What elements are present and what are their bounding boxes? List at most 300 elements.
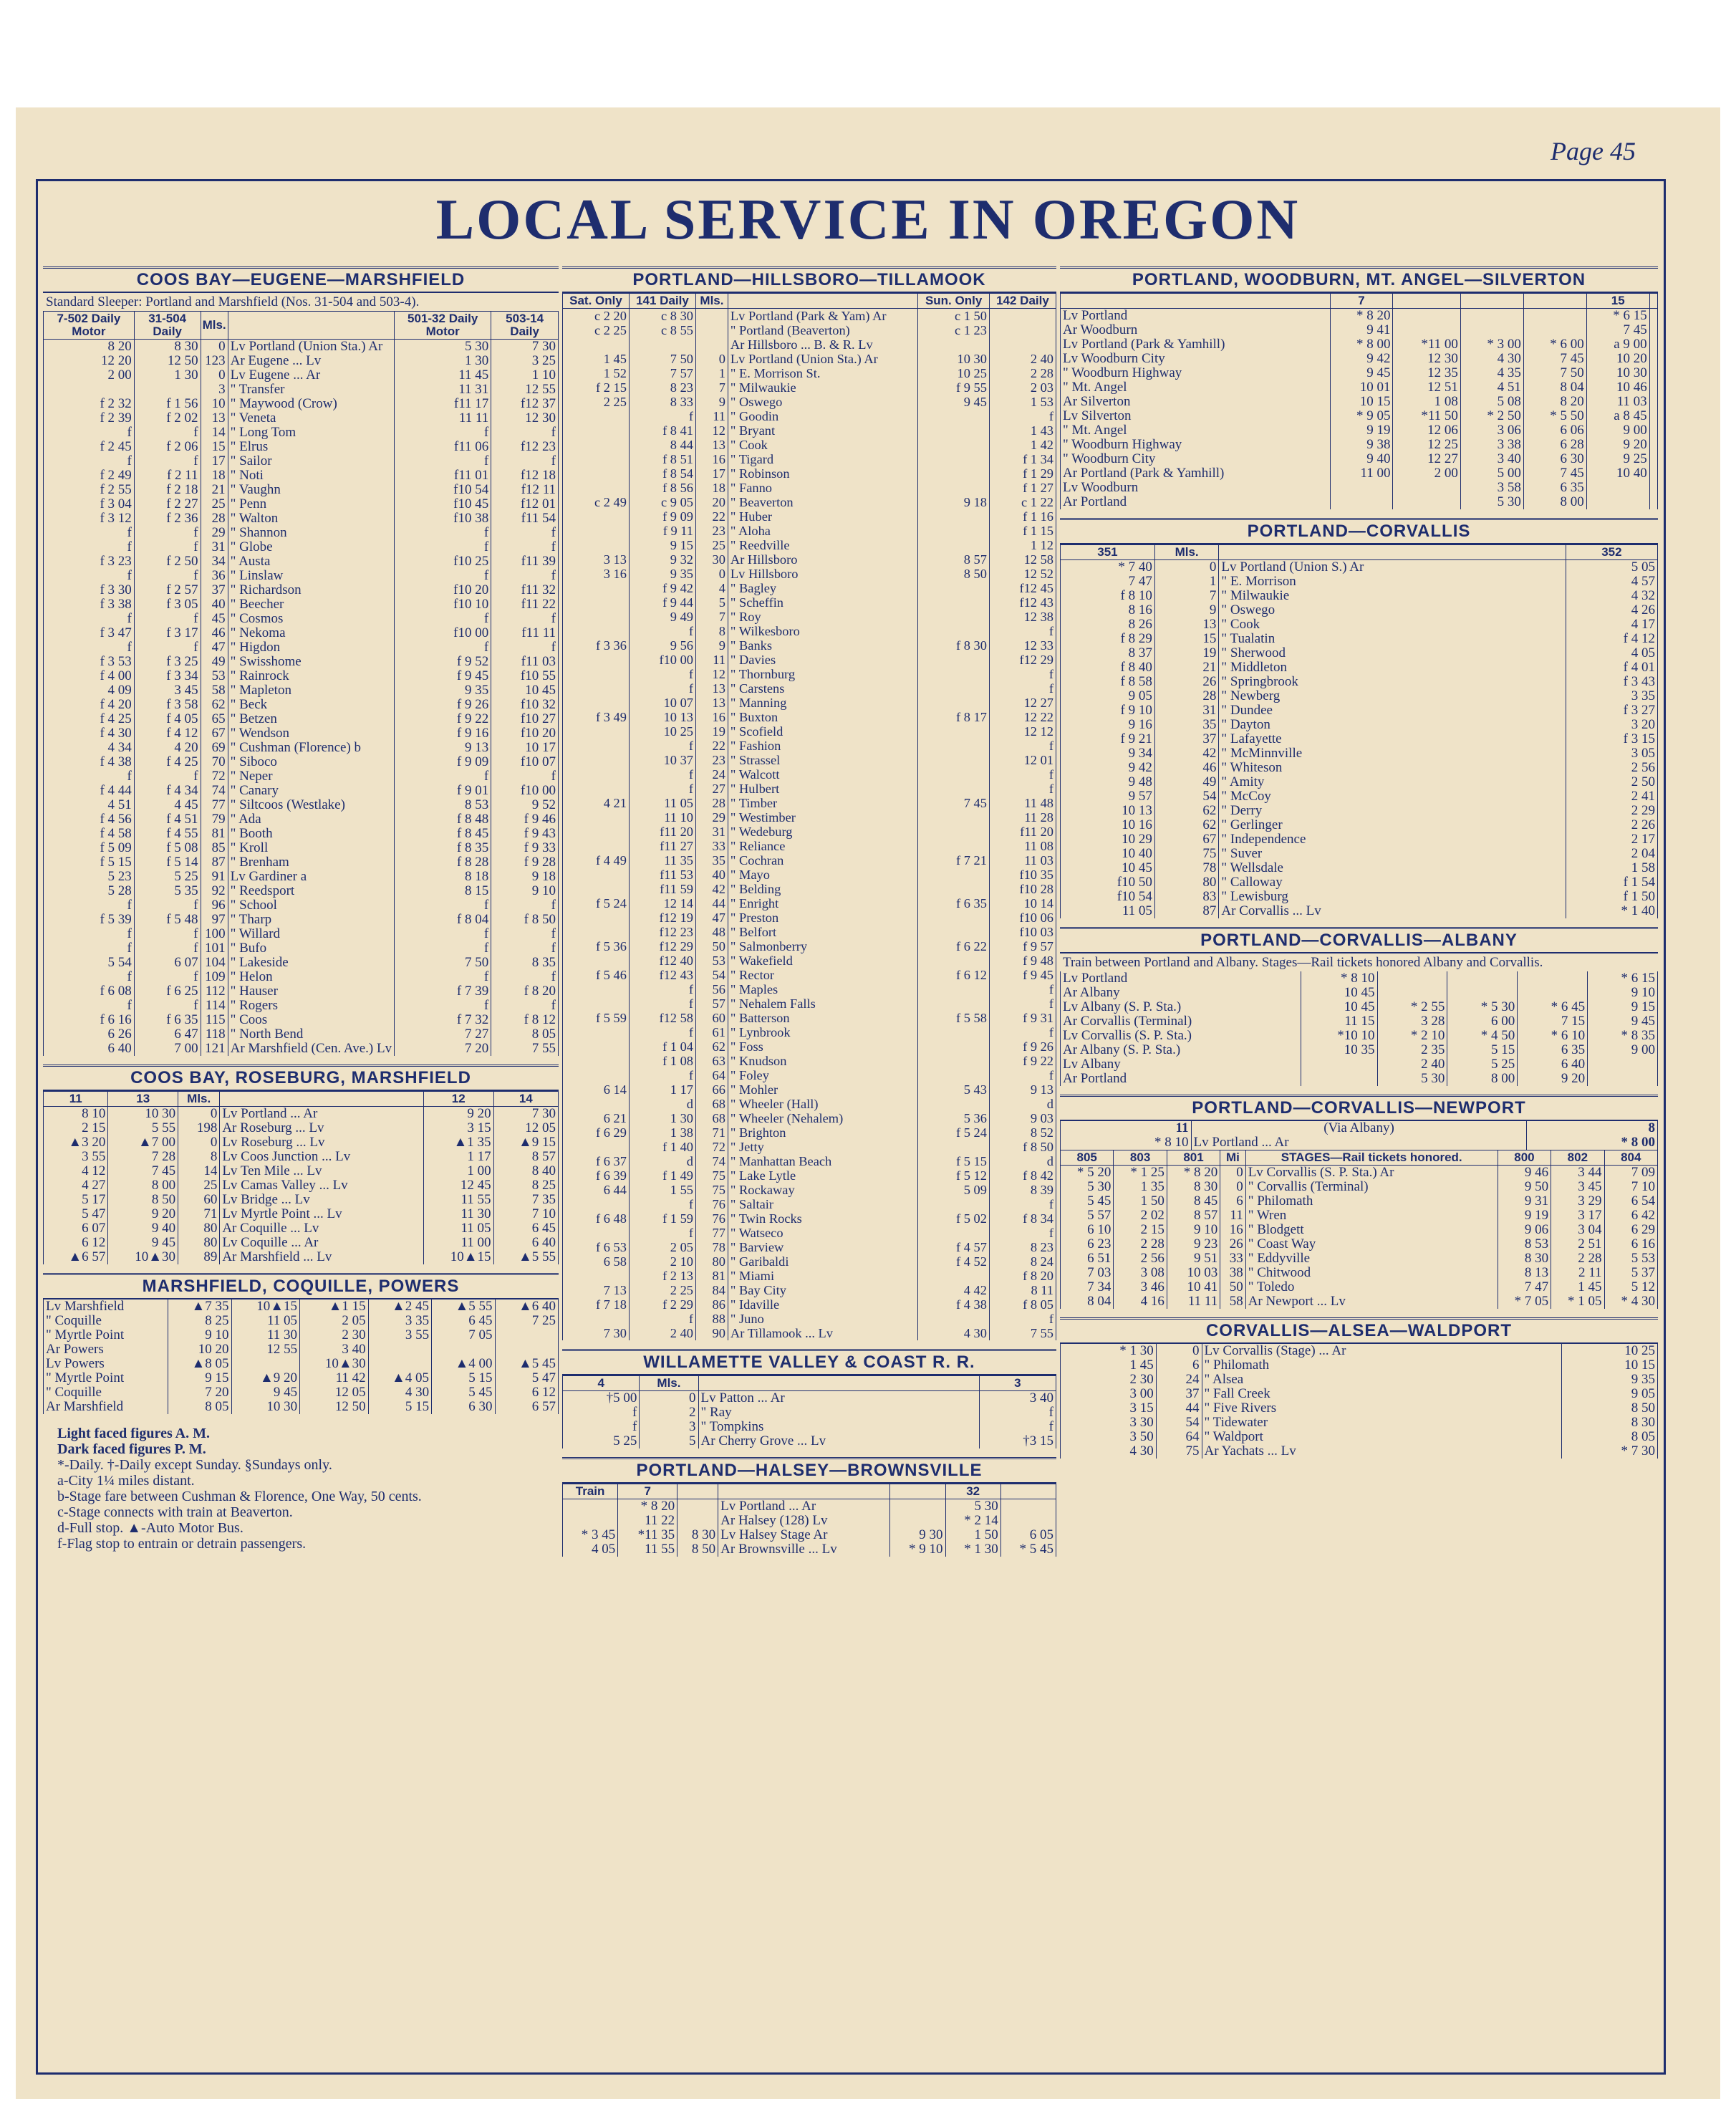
time-cell: 1 <box>1154 575 1219 589</box>
table-row <box>563 352 1056 366</box>
time-cell: 5 45 <box>432 1385 495 1400</box>
station-cell: " Belfort <box>728 925 917 939</box>
time-cell: 11 22 <box>618 1514 677 1528</box>
section-coos-eugene <box>43 266 559 1056</box>
time-cell: f12 18 <box>491 469 559 483</box>
time-cell <box>918 481 990 495</box>
table-row <box>563 409 1056 423</box>
table-row <box>563 395 1056 409</box>
time-cell: f 4 00 <box>44 669 135 683</box>
table-row <box>44 712 559 726</box>
column-header <box>698 1376 979 1391</box>
station-cell: " Blodgett <box>1245 1223 1498 1237</box>
page-number: Page 45 <box>1551 137 1636 165</box>
station-cell: Lv Bridge ... Lv <box>220 1193 424 1207</box>
time-cell <box>918 982 990 996</box>
station-cell: " Milwaukie <box>728 380 917 395</box>
station-cell: " Austa <box>228 554 394 569</box>
time-cell: 60 <box>695 1011 728 1025</box>
time-cell: 8 57 <box>918 552 990 567</box>
via-note: (Via Albany) <box>1191 1121 1527 1135</box>
time-cell: 8 30 <box>1167 1180 1220 1194</box>
time-cell: 1 38 <box>629 1125 695 1140</box>
time-cell: f 4 30 <box>44 726 135 741</box>
time-cell: 33 <box>1220 1251 1245 1266</box>
time-cell: 3 25 <box>491 354 559 368</box>
table-row <box>1061 560 1658 575</box>
time-cell: 4 30 <box>368 1385 431 1400</box>
time-cell: 87 <box>1154 904 1219 918</box>
station-cell: " Linslaw <box>228 569 394 583</box>
section-halsey <box>562 1457 1056 1557</box>
time-cell: f 8 50 <box>989 1140 1056 1154</box>
time-cell: 6 47 <box>134 1027 201 1042</box>
time-cell: f 4 20 <box>44 698 135 712</box>
time-cell: ▲5 55 <box>493 1250 558 1264</box>
time-cell: f 6 53 <box>563 1240 630 1254</box>
time-cell: 3 <box>201 383 228 397</box>
time-cell: 7 34 <box>1061 1280 1114 1294</box>
station-cell: " Springbrook <box>1219 675 1566 689</box>
time-cell: f11 01 <box>395 469 491 483</box>
time-cell: 9 52 <box>491 798 559 812</box>
table-row <box>44 640 559 655</box>
time-cell: f10 27 <box>491 712 559 726</box>
table-row <box>44 583 559 597</box>
time-cell: 8 00 <box>1523 495 1586 509</box>
time-cell: f10 00 <box>629 653 695 667</box>
time-cell: 75 <box>695 1183 728 1197</box>
table-row <box>44 827 559 841</box>
table-row <box>44 569 559 583</box>
time-cell: f12 19 <box>629 911 695 925</box>
time-cell: f <box>44 898 135 913</box>
time-cell: 11 10 <box>629 810 695 825</box>
table-row <box>44 1385 559 1400</box>
time-cell: f 3 38 <box>44 597 135 612</box>
station-cell: " Independence <box>1219 832 1566 847</box>
time-cell: 0 <box>640 1391 698 1406</box>
time-cell: 7 15 <box>1518 1014 1588 1029</box>
table-row <box>563 567 1056 581</box>
time-cell: f <box>395 769 491 784</box>
timetable <box>1060 544 1658 918</box>
station-cell: " Hauser <box>228 984 394 999</box>
time-cell: 11 08 <box>989 839 1056 853</box>
time-cell: 20 <box>695 495 728 509</box>
station-cell: " Oswego <box>728 395 917 409</box>
time-cell <box>918 882 990 896</box>
station-cell: " Wheeler (Hall) <box>728 1097 917 1111</box>
table-row <box>1061 1237 1658 1251</box>
time-cell: f <box>491 927 559 941</box>
time-cell: 100 <box>201 927 228 941</box>
time-cell: f11 22 <box>491 597 559 612</box>
time-cell: f <box>629 1226 695 1240</box>
station-cell: " Willard <box>228 927 394 941</box>
time-cell: 5 36 <box>918 1111 990 1125</box>
time-cell: 40 <box>695 868 728 882</box>
time-cell: 1 53 <box>989 395 1056 409</box>
time-cell: f 5 58 <box>918 1011 990 1025</box>
time-cell: 46 <box>1154 761 1219 775</box>
time-cell: 12 50 <box>300 1400 369 1414</box>
time-cell: 0 <box>695 567 728 581</box>
time-cell: * 7 40 <box>1061 560 1155 575</box>
time-cell: f <box>44 941 135 956</box>
time-cell: f 5 39 <box>44 913 135 927</box>
table-row <box>1061 1209 1658 1223</box>
station-cell: " Transfer <box>228 383 394 397</box>
time-cell: 10 25 <box>629 724 695 739</box>
time-cell <box>890 1514 945 1528</box>
time-cell: 8 57 <box>493 1150 558 1164</box>
column-header: Mi <box>1220 1150 1245 1166</box>
time-cell: f <box>491 640 559 655</box>
time-cell: 47 <box>695 911 728 925</box>
station-cell: " Beck <box>228 698 394 712</box>
time-cell: 31 <box>1154 703 1219 718</box>
time-cell: 23 <box>695 753 728 767</box>
time-cell: 1 30 <box>395 354 491 368</box>
time-cell: * 2 10 <box>1377 1029 1447 1043</box>
time-cell: 2 00 <box>1393 466 1460 481</box>
time-cell <box>1000 1499 1056 1514</box>
station-cell: " Oswego <box>1219 603 1566 618</box>
time-cell: f10 54 <box>395 483 491 497</box>
time-cell <box>1523 323 1586 337</box>
station-cell: " Reedville <box>728 538 917 552</box>
time-cell: f 8 54 <box>629 466 695 481</box>
time-cell: f <box>989 1312 1056 1326</box>
table-row <box>563 1068 1056 1082</box>
time-cell: 10 45 <box>1301 1000 1377 1014</box>
time-cell: 9 18 <box>918 495 990 509</box>
time-cell: 9 06 <box>1498 1223 1551 1237</box>
table-row <box>563 1528 1056 1542</box>
table-row <box>44 726 559 741</box>
time-cell: * 3 00 <box>1460 337 1523 352</box>
time-cell: f <box>395 612 491 626</box>
time-cell: 9 32 <box>629 552 695 567</box>
table-row <box>563 1326 1056 1340</box>
time-cell: 15 <box>1154 632 1219 646</box>
time-cell: 70 <box>201 755 228 769</box>
time-cell <box>918 466 990 481</box>
table-row <box>563 911 1056 925</box>
time-cell: f 6 29 <box>563 1125 630 1140</box>
legend-line: f-Flag stop to entrain or detrain passengers. <box>57 1536 307 1552</box>
column-header <box>1219 545 1566 560</box>
station-cell: " Whiteson <box>1219 761 1566 775</box>
time-cell: 1 30 <box>629 1111 695 1125</box>
time-cell: 45 <box>201 612 228 626</box>
station-cell: " Wilkesboro <box>728 624 917 638</box>
time-cell: 10 25 <box>918 366 990 380</box>
table-row <box>563 653 1056 667</box>
time-cell: 5 <box>640 1434 698 1448</box>
time-cell <box>563 868 630 882</box>
table-row <box>563 423 1056 438</box>
station-cell: " Woodburn City <box>1061 452 1331 466</box>
time-cell <box>563 524 630 538</box>
time-cell: 96 <box>201 898 228 913</box>
column-header: 7-502 Daily Motor <box>44 312 135 340</box>
table-row <box>44 1178 559 1193</box>
time-cell: 1 58 <box>1566 861 1657 875</box>
time-cell: 101 <box>201 941 228 956</box>
time-cell: f 6 16 <box>44 1013 135 1027</box>
table-row <box>1061 1251 1658 1266</box>
time-cell: 1 45 <box>1061 1358 1157 1373</box>
table-row <box>44 597 559 612</box>
time-cell: 12 51 <box>1393 380 1460 395</box>
time-cell: f 3 30 <box>44 583 135 597</box>
table-row <box>1061 986 1658 1000</box>
table-row <box>1061 804 1658 818</box>
time-cell <box>1523 309 1586 324</box>
timetable <box>562 1484 1056 1557</box>
time-cell <box>563 1499 618 1514</box>
table-row <box>1061 789 1658 804</box>
time-cell: c 1 23 <box>918 323 990 337</box>
column-header <box>1460 294 1523 309</box>
time-cell: 7 30 <box>493 1107 558 1122</box>
station-cell: " Nekoma <box>228 626 394 640</box>
time-cell: 31 <box>695 825 728 839</box>
time-cell: f 9 46 <box>491 812 559 827</box>
time-cell: 9 45 <box>918 395 990 409</box>
time-cell <box>1393 495 1460 509</box>
time-cell <box>918 1097 990 1111</box>
section-note: Standard Sleeper: Portland and Marshfield (Nos. 31-504 and 503-4). <box>46 294 420 309</box>
table-row <box>1061 646 1658 660</box>
station-cell: " Reliance <box>728 839 917 853</box>
station-cell: " North Bend <box>228 1027 394 1042</box>
time-cell: f 4 25 <box>134 755 201 769</box>
time-cell: f 2 13 <box>629 1269 695 1283</box>
time-cell: 24 <box>695 767 728 782</box>
time-cell: 11 15 <box>1301 1014 1377 1029</box>
time-cell: 11 55 <box>618 1542 677 1557</box>
time-cell: c 2 49 <box>563 495 630 509</box>
time-cell <box>1330 481 1393 495</box>
time-cell: 2 28 <box>989 366 1056 380</box>
time-cell: f 1 16 <box>989 509 1056 524</box>
time-cell: f10 10 <box>395 597 491 612</box>
header-row <box>1061 1150 1658 1166</box>
time-cell: 28 <box>695 796 728 810</box>
time-cell: 114 <box>201 999 228 1013</box>
time-cell: 34 <box>201 554 228 569</box>
station-cell: " Strassel <box>728 753 917 767</box>
time-cell: 6 57 <box>495 1400 559 1414</box>
station-cell: " Garibaldi <box>728 1254 917 1269</box>
section-silverton <box>1060 266 1658 509</box>
time-cell: 10 03 <box>1167 1266 1220 1280</box>
time-cell: 12 55 <box>491 383 559 397</box>
table-row <box>563 309 1056 324</box>
table-row <box>44 1027 559 1042</box>
time-cell: f 1 34 <box>989 452 1056 466</box>
time-cell: ▲9 20 <box>231 1371 300 1385</box>
time-cell: 9 15 <box>1588 1000 1658 1014</box>
section-alsea <box>1060 1317 1658 1459</box>
time-cell <box>918 595 990 610</box>
time-cell: 4 35 <box>1460 366 1523 380</box>
time-cell: f11 53 <box>629 868 695 882</box>
column-header: 15 <box>1586 294 1649 309</box>
time-cell: 36 <box>201 569 228 583</box>
time-cell: 0 <box>1154 560 1219 575</box>
time-cell: f 9 16 <box>395 726 491 741</box>
time-cell: * 8 10 <box>1301 971 1377 986</box>
time-cell: 13 <box>695 438 728 452</box>
station-cell: " Cook <box>728 438 917 452</box>
time-cell <box>918 1054 990 1068</box>
station-cell: " Milwaukie <box>1219 589 1566 603</box>
time-cell: f 8 40 <box>1061 660 1155 675</box>
time-cell: 6 12 <box>495 1385 559 1400</box>
time-cell: 22 <box>695 509 728 524</box>
time-cell: f10 32 <box>491 698 559 712</box>
column-header: 803 <box>1114 1150 1167 1166</box>
time-cell: 3 13 <box>563 552 630 567</box>
time-cell <box>1649 409 1657 423</box>
time-cell: 8 20 <box>1523 395 1586 409</box>
table-row <box>563 481 1056 495</box>
time-cell: f 8 48 <box>395 812 491 827</box>
legend-line: d-Full stop. ▲-Auto Motor Bus. <box>57 1520 243 1536</box>
station-cell: " Penn <box>228 497 394 511</box>
time-cell: 37 <box>1154 732 1219 746</box>
station-cell: Lv Ten Mile ... Lv <box>220 1164 424 1178</box>
station-cell: " Knudson <box>728 1054 917 1068</box>
time-cell: 5 45 <box>1061 1194 1114 1209</box>
time-cell: f <box>134 640 201 655</box>
time-cell: 9 48 <box>1061 775 1155 789</box>
time-cell: 9 19 <box>1330 423 1393 438</box>
time-cell: 21 <box>1154 660 1219 675</box>
time-cell: 3 38 <box>1460 438 1523 452</box>
time-cell: 4 51 <box>44 798 135 812</box>
time-cell: f11 54 <box>491 511 559 526</box>
table-row <box>1061 1430 1658 1444</box>
time-cell: 6 07 <box>44 1221 108 1236</box>
column-header: Mls. <box>695 294 728 309</box>
time-cell: f <box>629 624 695 638</box>
table-row <box>563 968 1056 982</box>
time-cell: f12 23 <box>491 440 559 454</box>
table-row <box>44 1400 559 1414</box>
time-cell: 5 17 <box>44 1193 108 1207</box>
time-cell: 11 05 <box>231 1314 300 1328</box>
time-cell: 7 57 <box>629 366 695 380</box>
station-cell: " McMinnville <box>1219 746 1566 761</box>
station-cell: Lv Gardiner a <box>228 870 394 884</box>
section-title: COOS BAY, ROSEBURG, MARSHFIELD <box>43 1065 559 1091</box>
time-cell: 10 15 <box>1330 395 1393 409</box>
station-cell: " Suver <box>1219 847 1566 861</box>
time-cell: c 9 05 <box>629 495 695 509</box>
time-cell: 77 <box>201 798 228 812</box>
station-cell: " Idaville <box>728 1297 917 1312</box>
time-cell: 8 00 <box>1447 1072 1518 1086</box>
time-cell: 0 <box>1156 1344 1202 1358</box>
time-cell: 84 <box>695 1283 728 1297</box>
station-cell: " Nehalem Falls <box>728 996 917 1011</box>
station-cell: " Scheffin <box>728 595 917 610</box>
time-cell <box>1586 481 1649 495</box>
time-cell: 6 40 <box>44 1042 135 1056</box>
time-cell: f 9 31 <box>989 1011 1056 1025</box>
time-cell: f 3 34 <box>134 669 201 683</box>
station-cell: " Cook <box>1219 618 1566 632</box>
time-cell: 6 07 <box>134 956 201 970</box>
time-cell <box>1586 495 1649 509</box>
legend-line: a-City 1¼ miles distant. <box>57 1473 195 1489</box>
time-cell: 6 40 <box>1518 1057 1588 1072</box>
station-cell: " Booth <box>228 827 394 841</box>
time-cell: 9 45 <box>231 1385 300 1400</box>
time-cell: f <box>44 970 135 984</box>
table-row <box>563 552 1056 567</box>
time-cell: 8 15 <box>395 884 491 898</box>
station-cell: " Lewisburg <box>1219 890 1566 904</box>
table-row <box>563 1254 1056 1269</box>
table-row <box>44 1357 559 1371</box>
time-cell: 10 46 <box>1586 380 1649 395</box>
time-cell: f 8 28 <box>395 855 491 870</box>
station-cell: " Lakeside <box>228 956 394 970</box>
column-header: 31-504 Daily <box>134 312 201 340</box>
column-header: 141 Daily <box>629 294 695 309</box>
column-header: 11 <box>44 1092 108 1107</box>
table-row <box>563 696 1056 710</box>
table-row <box>1061 761 1658 775</box>
time-cell: 7 <box>695 610 728 624</box>
station-cell: " Salmonberry <box>728 939 917 953</box>
station-cell: Ar Portland <box>1061 1072 1301 1086</box>
column-header: 13 <box>108 1092 178 1107</box>
time-cell <box>563 1054 630 1068</box>
time-cell: 3 30 <box>1061 1416 1157 1430</box>
time-cell: 7 50 <box>1523 366 1586 380</box>
time-cell <box>44 383 135 397</box>
time-cell: 9 18 <box>491 870 559 884</box>
time-cell: f10 03 <box>989 925 1056 939</box>
table-row <box>1061 847 1658 861</box>
time-cell: 23 <box>695 524 728 538</box>
time-cell: 3 46 <box>1114 1280 1167 1294</box>
table-row <box>44 1193 559 1207</box>
station-cell: Ar Brownsville ... Lv <box>718 1542 890 1557</box>
time-cell: 37 <box>201 583 228 597</box>
station-cell: " E. Morrison St. <box>728 366 917 380</box>
time-cell: 74 <box>201 784 228 798</box>
time-cell: 8 25 <box>493 1178 558 1193</box>
table-row <box>1061 1043 1658 1057</box>
station-cell: " Wheeler (Nehalem) <box>728 1111 917 1125</box>
time-cell: 3 05 <box>1566 746 1657 761</box>
time-cell <box>1460 309 1523 324</box>
station-cell: " E. Morrison <box>1219 575 1566 589</box>
time-cell: 3 29 <box>1551 1194 1604 1209</box>
time-cell: 54 <box>1154 789 1219 804</box>
time-cell: 8 18 <box>395 870 491 884</box>
time-cell: 7 05 <box>432 1328 495 1342</box>
time-cell <box>563 481 630 495</box>
